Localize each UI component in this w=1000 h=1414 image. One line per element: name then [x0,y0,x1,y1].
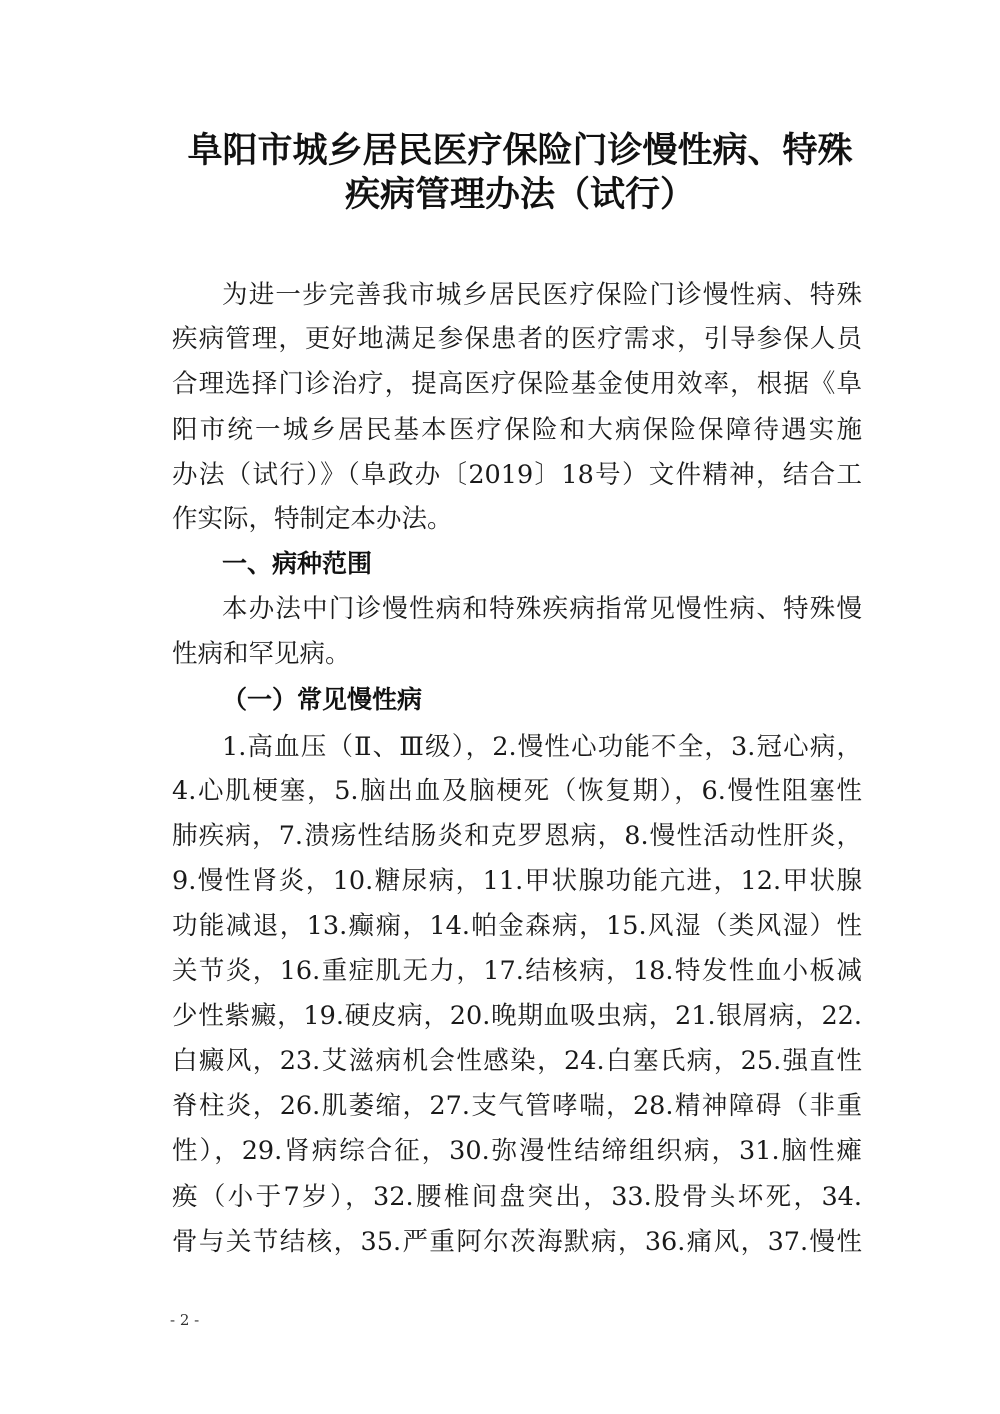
disease-list-line: 1.高血压（Ⅱ、Ⅲ级），2.慢性心功能不全，3.冠心病， [222,732,862,762]
disease-list-line: 肺疾病，7.溃疡性结肠炎和克罗恩病，8.慢性活动性肝炎， [172,821,862,851]
intro-paragraph-line: 作实际，特制定本办法。 [172,504,453,534]
disease-list-line: 性），29.肾病综合征，30.弥漫性结缔组织病，31.脑性瘫 [172,1136,862,1166]
section-paragraph-line: 性病和罕见病。 [172,639,351,669]
section-paragraph-line: 本办法中门诊慢性病和特殊疾病指常见慢性病、特殊慢 [222,594,862,624]
document-title-line-1: 阜阳市城乡居民医疗保险门诊慢性病、特殊 [187,131,853,171]
intro-paragraph-line: 疾病管理，更好地满足参保患者的医疗需求，引导参保人员 [172,324,862,354]
disease-list-line: 痪（小于7岁），32.腰椎间盘突出，33.股骨头坏死，34. [172,1182,862,1212]
disease-list-line: 骨与关节结核，35.严重阿尔茨海默病，36.痛风，37.慢性 [172,1227,862,1257]
intro-paragraph-line: 合理选择门诊治疗，提高医疗保险基金使用效率，根据《阜 [172,369,862,399]
disease-list-line: 4.心肌梗塞，5.脑出血及脑梗死（恢复期），6.慢性阻塞性 [172,776,862,806]
intro-paragraph-line: 阳市统一城乡居民基本医疗保险和大病保险保障待遇实施 [172,415,862,445]
disease-list-line: 脊柱炎，26.肌萎缩，27.支气管哮喘，28.精神障碍（非重 [172,1091,862,1121]
section-heading-disease-scope: 一、病种范围 [222,549,373,578]
disease-list-line: 白癜风，23.艾滋病机会性感染，24.白塞氏病，25.强直性 [172,1046,862,1076]
subsection-heading-common-chronic: （一）常见慢性病 [222,685,423,714]
disease-list-line: 9.慢性肾炎，10.糖尿病，11.甲状腺功能亢进，12.甲状腺 [172,866,862,896]
disease-list-line: 少性紫癜，19.硬皮病，20.晚期血吸虫病，21.银屑病，22. [172,1001,862,1031]
document-title-line-2: 疾病管理办法（试行） [344,175,695,215]
disease-list-line: 关节炎，16.重症肌无力，17.结核病，18.特发性血小板减 [172,956,862,986]
intro-paragraph-line: 办法（试行）》（阜政办〔2019〕18号）文件精神，结合工 [172,460,862,490]
intro-paragraph-line: 为进一步完善我市城乡居民医疗保险门诊慢性病、特殊 [222,280,862,310]
page-number: - 2 - [170,1311,200,1329]
disease-list-line: 功能减退，13.癫痫，14.帕金森病，15.风湿（类风湿）性 [172,911,862,941]
